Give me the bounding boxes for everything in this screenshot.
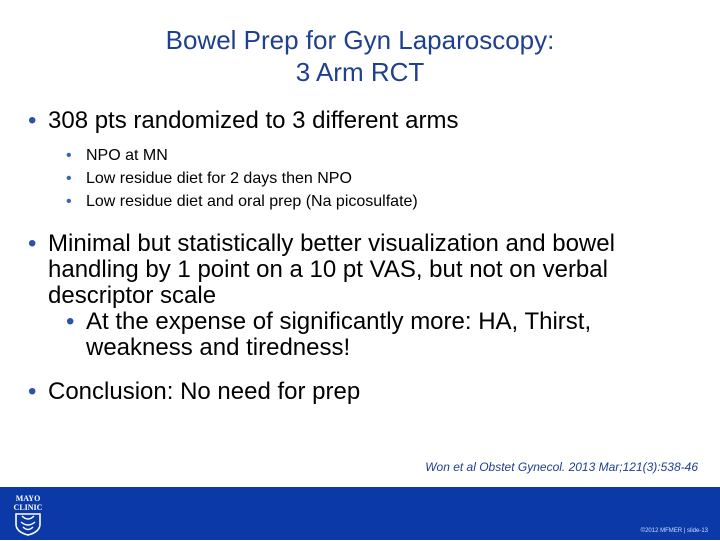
bullet-3 [28,379,700,405]
bullet-dot-icon: • [28,378,37,405]
bullet-2-text: Minimal but statistically better visualization and bowel handling by 1 point on a 10 pt VAS, but not on verbal descriptor scale [48,230,615,309]
sub-bullet-1-3 [66,190,700,213]
footer-bar [0,487,720,540]
title-line-2: 3 Arm RCT [295,57,425,87]
sub-bullet-2-1 [66,309,700,361]
footer-note: ©2012 MFMER | slide-13 [640,528,708,534]
mayo-clinic-logo [8,492,48,536]
bullet-dot-icon: • [28,230,37,257]
bullet-dot-icon: • [28,107,37,134]
bullet-1 [28,108,700,134]
title-line-1: Bowel Prep for Gyn Laparoscopy: [165,25,555,55]
sub-bullet-dot-icon: • [66,147,72,164]
svg-text:CLINIC: CLINIC [13,503,43,512]
bullet-list [28,108,700,405]
svg-text:MAYO: MAYO [15,494,41,503]
bullet-1-text: 308 pts randomized to 3 different arms [48,107,459,134]
sub-bullet-2-1-text: At the expense of significantly more: HA, Thirst, weakness and tiredness! [86,308,592,361]
sub-bullet-1-3-text: Low residue diet and oral prep (Na picosulfate) [86,193,418,210]
sub-bullet-1-1 [66,144,700,167]
sub-bullet-dot-icon: • [66,308,75,335]
sub-bullet-1-1-text: NPO at MN [86,147,168,164]
bullet-3-text: Conclusion: No need for prep [48,378,361,405]
sub-bullet-dot-icon: • [66,170,72,187]
sub-bullet-1-2-text: Low residue diet for 2 days then NPO [86,170,352,187]
sub-bullet-dot-icon: • [66,193,72,210]
citation: Won et al Obstet Gynecol. 2013 Mar;121(3):538-46 [425,460,698,474]
slide-title [60,24,660,88]
sub-bullet-1-2 [66,167,700,190]
bullet-2 [28,231,700,309]
